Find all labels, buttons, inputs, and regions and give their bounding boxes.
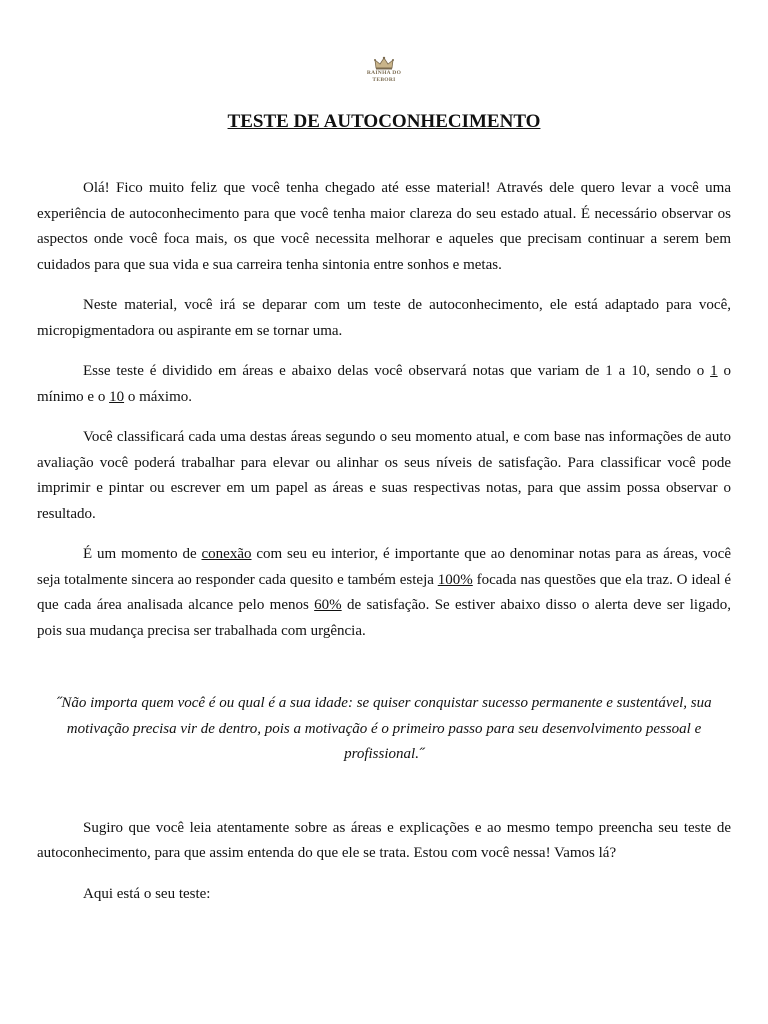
motivation-quote: ˝Não importa quem você é ou qual é a sua idade: se quiser conquistar sucesso permanente e sustentável, sua motivação precisa vir de dentro, pois a motivação é o primeiro passo para seu desenvolvimento pessoal e profissional.˝ <box>56 695 712 762</box>
document-body <box>37 176 731 922</box>
text-segment: Esse teste é dividido em áreas e abaixo delas você observará notas que variam de 1 a 10, sendo o <box>83 363 711 379</box>
underlined-max: 10 <box>109 388 125 405</box>
logo-text-line2: TEBORI <box>372 77 396 83</box>
paragraph-suggestion: Sugiro que você leia atentamente sobre as áreas e explicações e ao mesmo tempo preencha seu teste de autoconhecimento, para que assim entenda do que ele se trata. Estou com você nessa! Vamos lá? <box>37 819 731 861</box>
brand-logo <box>0 56 768 84</box>
text-segment: É um momento de <box>83 546 202 562</box>
underlined-min: 1 <box>710 363 718 379</box>
underlined-60: 60% <box>314 597 342 613</box>
paragraph-classification: Você classificará cada uma destas áreas segundo o seu momento atual, e com base nas informações de auto avaliação você poderá trabalhar para elevar ou alinhar os seus níveis de satisfação. Para classificar você pode imprimir e pintar ou escrever em um papel as áreas e suas respectivas notas, para que assim possa observar o resultado. <box>37 429 731 522</box>
text-segment: com seu eu interior, é importante que ao denominar notas para as áreas, você seja totalmente sincera ao responder cada quesito e também esteja <box>37 546 731 588</box>
underlined-connection: conexão <box>201 546 252 562</box>
text-segment: de satisfação. Se estiver abaixo disso o alerta deve ser ligado, pois sua mudança precisa ser trabalhada com urgência. <box>37 597 731 639</box>
paragraph-connection <box>37 542 731 644</box>
text-segment: o mínimo e o <box>37 363 731 405</box>
underlined-100: 100% <box>437 571 473 588</box>
paragraph-scale <box>37 359 731 410</box>
page-title: TESTE DE AUTOCONHECIMENTO <box>227 111 541 132</box>
logo-text-line1: RAINHA DO <box>366 70 402 76</box>
paragraph-material: Neste material, você irá se deparar com um teste de autoconhecimento, ele está adaptado para você, micropigmentadora ou aspirante em se tornar uma. <box>37 297 731 339</box>
paragraph-intro: Olá! Fico muito feliz que você tenha chegado até esse material! Através dele quero levar a você uma experiência de autoconhecimento para que você tenha maior clareza do seu estado atual. É necessário observar os aspectos onde você foca mais, os que você necessita melhorar e aqueles que precisam continuar a serem bem cuidados para que sua vida e sua carreira tenha sintonia entre sonhos e metas. <box>37 180 731 273</box>
text-segment: o máximo. <box>124 388 192 405</box>
text-segment: focada nas questões que ela traz. O ideal é que cada área analisada alcance pelo menos <box>37 571 731 613</box>
crown-icon <box>374 56 394 70</box>
paragraph-closing: Aqui está o seu teste: <box>83 885 211 902</box>
